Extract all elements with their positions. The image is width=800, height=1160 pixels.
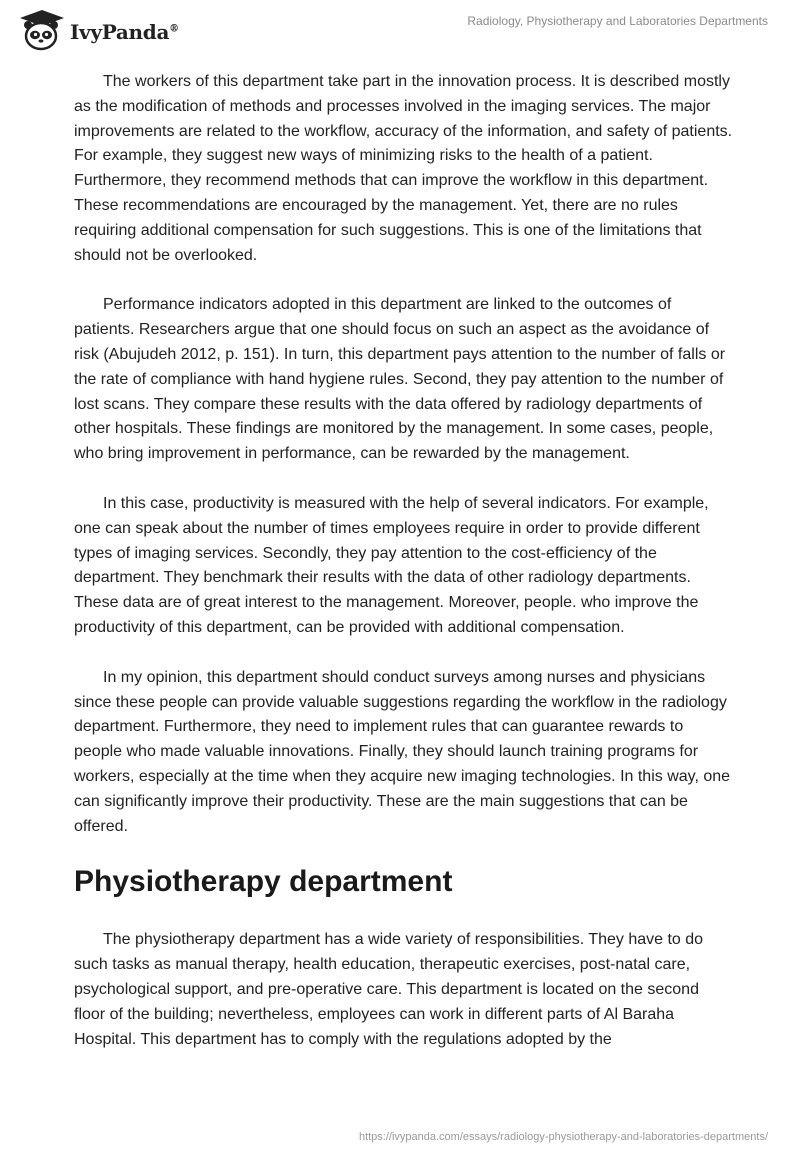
- paragraph-suggestions: In my opinion, this department should conduct surveys among nurses and physicians since these people can provide valuable suggestions regarding the workflow in the radiology department. Furthermore, they need to implement rules that can guarantee rewards to people who made valuable innovations. Finally, they should launch training programs for workers, especially at the time when they acquire new imaging technologies. In this way, one can significantly improve their productivity. These are the main suggestions that can be offered.: [74, 668, 731, 835]
- ivypanda-logo[interactable]: [12, 8, 179, 52]
- section-heading-physiotherapy: Physiotherapy department: [74, 865, 453, 899]
- panda-graduate-icon: [12, 8, 66, 52]
- brand-name: IvyPanda®: [70, 20, 179, 44]
- page-header: [0, 0, 800, 62]
- document-title: Radiology, Physiotherapy and Laboratories Departments: [467, 14, 768, 28]
- article-body: [74, 70, 734, 1077]
- registered-mark: ®: [169, 23, 179, 35]
- paragraph-innovation: The workers of this department take part in the innovation process. It is described mostly as the modification of methods and processes involved in the imaging services. The major improvements are related to the workflow, accuracy of the information, and safety of patients. For example, they suggest new ways of minimizing risks to the health of a patient. Furthermore, they recommend methods that can improve the workflow in this department. These recommendations are encouraged by the management. Yet, there are no rules requiring additional compensation for such suggestions. This is one of the limitations that should not be overlooked.: [74, 73, 733, 264]
- source-url[interactable]: https://ivypanda.com/essays/radiology-physiotherapy-and-laboratories-departments/: [358, 1131, 768, 1143]
- paragraph-performance-indicators: Performance indicators adopted in this department are linked to the outcomes of patients. Researchers argue that one should focus on such an aspect as the avoidance of risk (Abujudeh 2012, p. 151). In turn, this department pays attention to the number of falls or the rate of compliance with hand hygiene rules. Second, they pay attention to the number of lost scans. They compare these results with the data offered by radiology departments of other hospitals. These findings are monitored by the management. In some cases, people, who bring improvement in performance, can be rewarded by the management.: [74, 296, 726, 463]
- paragraph-physiotherapy-intro: The physiotherapy department has a wide variety of responsibilities. They have to do such tasks as manual therapy, health education, therapeutic exercises, post-natal care, psychological support, and pre-operative care. This department is located on the second floor of the building; nevertheless, employees can work in different parts of Al Baraha Hospital. This department has to comply with the regulations adopted by the: [74, 931, 704, 1048]
- paragraph-productivity: In this case, productivity is measured with the help of several indicators. For example, one can speak about the number of times employees require in order to provide different types of imaging services. Secondly, they pay attention to the cost-efficiency of the department. They benchmark their results with the data of other radiology departments. These data are of great interest to the management. Moreover, people. who improve the productivity of this department, can be provided with additional compensation.: [74, 494, 709, 636]
